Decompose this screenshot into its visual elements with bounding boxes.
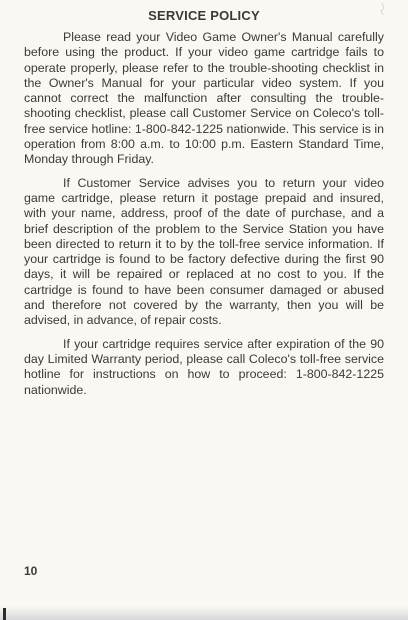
paragraph-2: If Customer Service advises you to return your video game cartridge, please return it postage prepaid and insured, with your name, address, proof of the date of purchase, and a brief description of the problem to the Service Station you have been directed to return it to by the toll-free service information. If your cartridge is found to be factory defective during the first 90 days, it will be repaired or replaced at no cost to you. If the cartridge is found to have been consumer damaged or abused and therefore not covered by the warranty, then you will be advised, in advance, of repair costs.: [24, 175, 384, 328]
page-title: SERVICE POLICY: [148, 8, 260, 23]
paragraph-3: If your cartridge requires service after expiration of the 90 day Limited Warranty period, please call Coleco's toll-free service hotline for instructions on how to proceed: 1-800-842-1225 nationwide.: [24, 336, 384, 397]
scan-edge-shadow: [0, 606, 408, 620]
page-number: 10: [24, 564, 38, 578]
paragraph-1: Please read your Video Game Owner's Manual carefully before using the product. If your video game cartridge fails to operate properly, please refer to the trouble-shooting checklist in the Owner's Manual for your particular video system. If you cannot correct the malfunction after consulting the trouble-shooting checklist, please call Customer Service on Coleco's toll-free service hotline: 1-800-842-1225 nationwide. This service is in operation from 8:00 a.m. to 10:00 p.m. Eastern Standard Time, Monday through Friday.: [24, 30, 384, 167]
binding-mark: [3, 608, 6, 620]
policy-text: [24, 30, 384, 406]
